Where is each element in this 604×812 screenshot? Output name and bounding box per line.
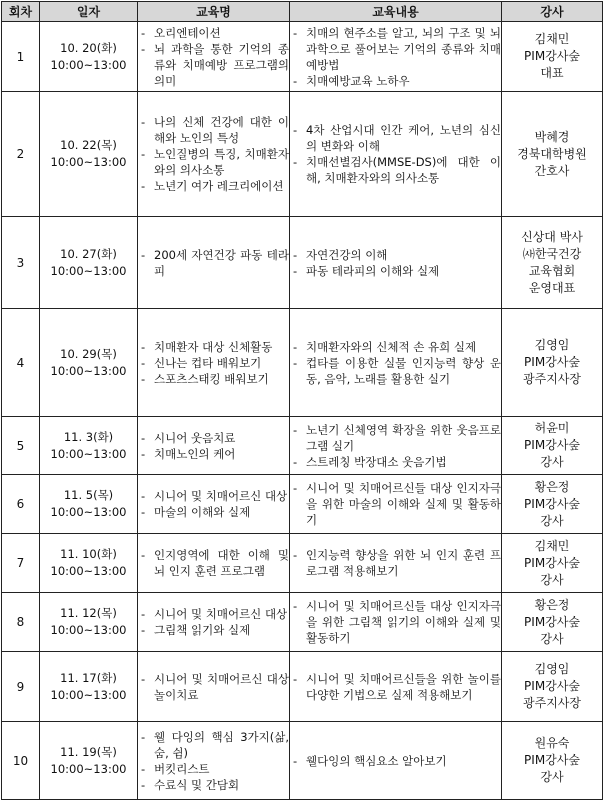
course-title-cell: [138, 309, 290, 417]
course-content-item: - 치매선별검사(MMSE-DS)에 대한 이해, 치매환자와의 의사소통: [290, 154, 501, 186]
session-number: 3: [2, 217, 40, 309]
instructor-line: 허윤미: [534, 421, 570, 435]
course-title-item: - 시니어 웃음치료: [138, 430, 289, 446]
session-date-cell: [40, 92, 138, 217]
table-row: [2, 309, 603, 417]
instructor-line: 김채민: [534, 538, 570, 553]
session-date: 10. 20(화): [60, 40, 117, 55]
course-title-item: - 인지영역에 대한 이해 및 뇌 인지 훈련 프로그램: [138, 547, 289, 579]
course-content-cell: [290, 722, 502, 800]
session-time: 10:00~13:00: [50, 687, 127, 702]
session-date-cell: [40, 217, 138, 309]
course-title-item: - 뇌 과학을 통한 기억의 종류와 치매예방 프로그램의 의미: [138, 41, 289, 89]
session-number: 2: [2, 92, 40, 217]
course-title-item: - 신나는 컵타 배워보기: [138, 355, 289, 371]
session-date: 10. 22(목): [60, 138, 117, 152]
course-title-cell: [138, 593, 290, 652]
table-row: [2, 92, 603, 217]
course-content-cell: [290, 534, 502, 593]
instructor-line: PIM강사숲: [524, 438, 580, 452]
table-row: [2, 722, 603, 800]
course-title-item: - 200세 자연건강 파동 테라피: [138, 247, 289, 279]
course-content-cell: [290, 217, 502, 309]
instructor-line: 신상대 박사: [521, 229, 583, 244]
course-content-item: - 시니어 및 치매어르신들 대상 인지자극을 위한 그림책 읽기의 이해와 실제 및 활동하기: [290, 598, 501, 646]
instructor-line: PIM강사숲: [524, 355, 580, 369]
course-title-item: - 시니어 및 치매어르신 대상: [138, 488, 289, 504]
session-date: 10. 27(화): [60, 246, 117, 261]
instructor-line: 김채민: [534, 32, 570, 46]
course-content-item: - 치매예방교육 노하우: [290, 73, 501, 89]
instructor-cell: [502, 722, 603, 800]
course-content-cell: [290, 92, 502, 217]
header-date: 일자: [40, 2, 138, 22]
session-date: 11. 12(목): [60, 606, 117, 620]
header-row: [2, 2, 603, 22]
course-content-item: - 치매의 현주소를 알고, 뇌의 구조 및 뇌과학으로 풀어보는 기억의 종류와 치매예방법: [290, 25, 501, 73]
course-title-cell: [138, 652, 290, 722]
course-content-item: - 시니어 및 치매어르신들 대상 인지자극을 위한 마술의 이해와 실제 및 활동하기: [290, 480, 501, 528]
session-number: 8: [2, 593, 40, 652]
session-number: 1: [2, 22, 40, 92]
course-title-item: - 수료식 및 간담회: [138, 777, 289, 793]
session-date-cell: [40, 475, 138, 534]
instructor-line: 원유숙: [534, 736, 570, 750]
session-date: 11. 3(화): [63, 429, 114, 444]
session-time: 10:00~13:00: [50, 623, 127, 637]
course-content-item: - 시니어 및 치매어르신들을 위한 놀이를 다양한 기법으로 실제 적용해보기: [290, 671, 501, 703]
course-title-item: - 노년기 여가 레크리에이션: [138, 178, 289, 194]
course-title-item: - 치매노인의 케어: [138, 446, 289, 462]
session-time: 10:00~13:00: [50, 57, 127, 72]
instructor-line: 황은정: [534, 597, 570, 612]
session-time: 10:00~13:00: [50, 155, 127, 169]
session-number: 9: [2, 652, 40, 722]
course-title-cell: [138, 534, 290, 593]
session-date-cell: [40, 722, 138, 800]
instructor-cell: [502, 593, 603, 652]
instructor-cell: [502, 652, 603, 722]
session-number: 5: [2, 417, 40, 475]
instructor-line: 김영임: [534, 338, 570, 352]
instructor-line: PIM강사숲: [524, 614, 580, 629]
header-title: 교육명: [138, 2, 290, 22]
course-title-item: - 웰 다잉의 핵심 3가지(삶, 숨, 쉼): [138, 729, 289, 761]
session-date: 11. 10(화): [60, 547, 117, 561]
course-content-item: - 인지능력 향상을 위한 뇌 인지 훈련 프로그램 적용해보기: [290, 547, 501, 579]
instructor-cell: [502, 534, 603, 593]
course-content-item: - 자연건강의 이해: [290, 247, 501, 263]
table-row: [2, 217, 603, 309]
instructor-line: ㈔한국건강: [522, 246, 582, 261]
course-title-cell: [138, 722, 290, 800]
instructor-line: 광주지사장: [523, 372, 581, 386]
course-title-item: - 버킷리스트: [138, 761, 289, 777]
session-date: 11. 17(화): [60, 670, 117, 685]
course-title-item: - 시니어 및 치매어르신 대상: [138, 606, 289, 622]
course-title-item: - 스포츠스태킹 배워보기: [138, 371, 289, 387]
course-title-cell: [138, 92, 290, 217]
instructor-line: PIM강사숲: [524, 679, 580, 693]
instructor-line: 대표: [540, 66, 564, 80]
course-title-item: - 치매환자 대상 신체활동: [138, 339, 289, 355]
instructor-line: PIM강사숲: [524, 49, 580, 63]
course-content-item: - 노년기 신체영역 확장을 위한 웃음프로그램 실기: [290, 422, 501, 454]
course-title-item: - 오리엔테이션: [138, 25, 289, 41]
course-content-cell: [290, 417, 502, 475]
course-content-item: - 컵타를 이용한 실물 인지능력 향상 운동, 음악, 노래를 활용한 실기: [290, 355, 501, 387]
course-title-item: - 시니어 및 치매어르신 대상 놀이치료: [138, 671, 289, 703]
instructor-cell: [502, 92, 603, 217]
session-date-cell: [40, 309, 138, 417]
course-content-item: - 파동 테라피의 이해와 실제: [290, 263, 501, 279]
session-date: 11. 5(목): [63, 488, 114, 502]
instructor-cell: [502, 309, 603, 417]
session-number: 4: [2, 309, 40, 417]
course-content-cell: [290, 309, 502, 417]
schedule-table: [1, 1, 603, 800]
course-title-item: - 그림책 읽기와 실제: [138, 622, 289, 638]
instructor-line: 운영대표: [528, 280, 576, 295]
course-content-cell: [290, 652, 502, 722]
course-content-cell: [290, 593, 502, 652]
course-content-cell: [290, 22, 502, 92]
instructor-cell: [502, 475, 603, 534]
instructor-line: 광주지사장: [523, 696, 581, 710]
instructor-line: PIM강사숲: [524, 496, 580, 511]
instructor-cell: [502, 417, 603, 475]
instructor-line: 강사: [540, 455, 564, 469]
session-date-cell: [40, 534, 138, 593]
session-date: 11. 19(목): [60, 744, 117, 759]
table-row: [2, 534, 603, 593]
instructor-line: 박혜경: [534, 129, 570, 144]
course-content-item: - 웰다잉의 핵심요소 알아보기: [290, 753, 501, 769]
instructor-line: PIM강사숲: [524, 753, 580, 767]
instructor-line: 강사: [540, 770, 564, 784]
session-time: 10:00~13:00: [50, 505, 127, 519]
instructor-line: 강사: [540, 572, 564, 587]
table-row: [2, 22, 603, 92]
course-title-cell: [138, 22, 290, 92]
instructor-line: 황은정: [534, 479, 570, 494]
session-time: 10:00~13:00: [50, 564, 127, 578]
course-content-cell: [290, 475, 502, 534]
session-number: 6: [2, 475, 40, 534]
course-content-item: - 4차 산업시대 인간 케어, 노년의 심신의 변화와 이해: [290, 122, 501, 154]
session-number: 7: [2, 534, 40, 593]
session-date-cell: [40, 22, 138, 92]
instructor-line: 교육협회: [528, 263, 576, 278]
instructor-line: PIM강사숲: [524, 555, 580, 570]
instructor-line: 경북대학병원: [517, 146, 587, 161]
session-time: 10:00~13:00: [50, 761, 127, 776]
course-title-item: - 나의 신체 건강에 대한 이해와 노인의 특성: [138, 114, 289, 146]
session-date-cell: [40, 593, 138, 652]
instructor-cell: [502, 22, 603, 92]
session-date: 10. 29(목): [60, 346, 117, 361]
instructor-line: 강사: [540, 631, 564, 646]
session-date-cell: [40, 417, 138, 475]
table-row: [2, 417, 603, 475]
course-title-item: - 노인질병의 특징, 치매환자와의 의사소통: [138, 146, 289, 178]
course-title-item: - 마술의 이해와 실제: [138, 504, 289, 520]
instructor-line: 강사: [540, 513, 564, 528]
course-content-item: - 치매환자와의 신체적 손 유희 실제: [290, 339, 501, 355]
session-date-cell: [40, 652, 138, 722]
instructor-line: 김영임: [534, 662, 570, 676]
instructor-line: 간호사: [534, 163, 570, 178]
course-title-cell: [138, 417, 290, 475]
table-row: [2, 652, 603, 722]
session-time: 10:00~13:00: [50, 446, 127, 461]
course-title-cell: [138, 217, 290, 309]
header-content: 교육내용: [290, 2, 502, 22]
header-instructor: 강사: [502, 2, 603, 22]
table-row: [2, 593, 603, 652]
table-row: [2, 475, 603, 534]
instructor-cell: [502, 217, 603, 309]
header-no: 회차: [2, 2, 40, 22]
session-time: 10:00~13:00: [50, 263, 127, 278]
session-number: 10: [2, 722, 40, 800]
session-time: 10:00~13:00: [50, 363, 127, 378]
course-title-cell: [138, 475, 290, 534]
course-content-item: - 스트레칭 박장대소 웃음기법: [290, 454, 501, 470]
